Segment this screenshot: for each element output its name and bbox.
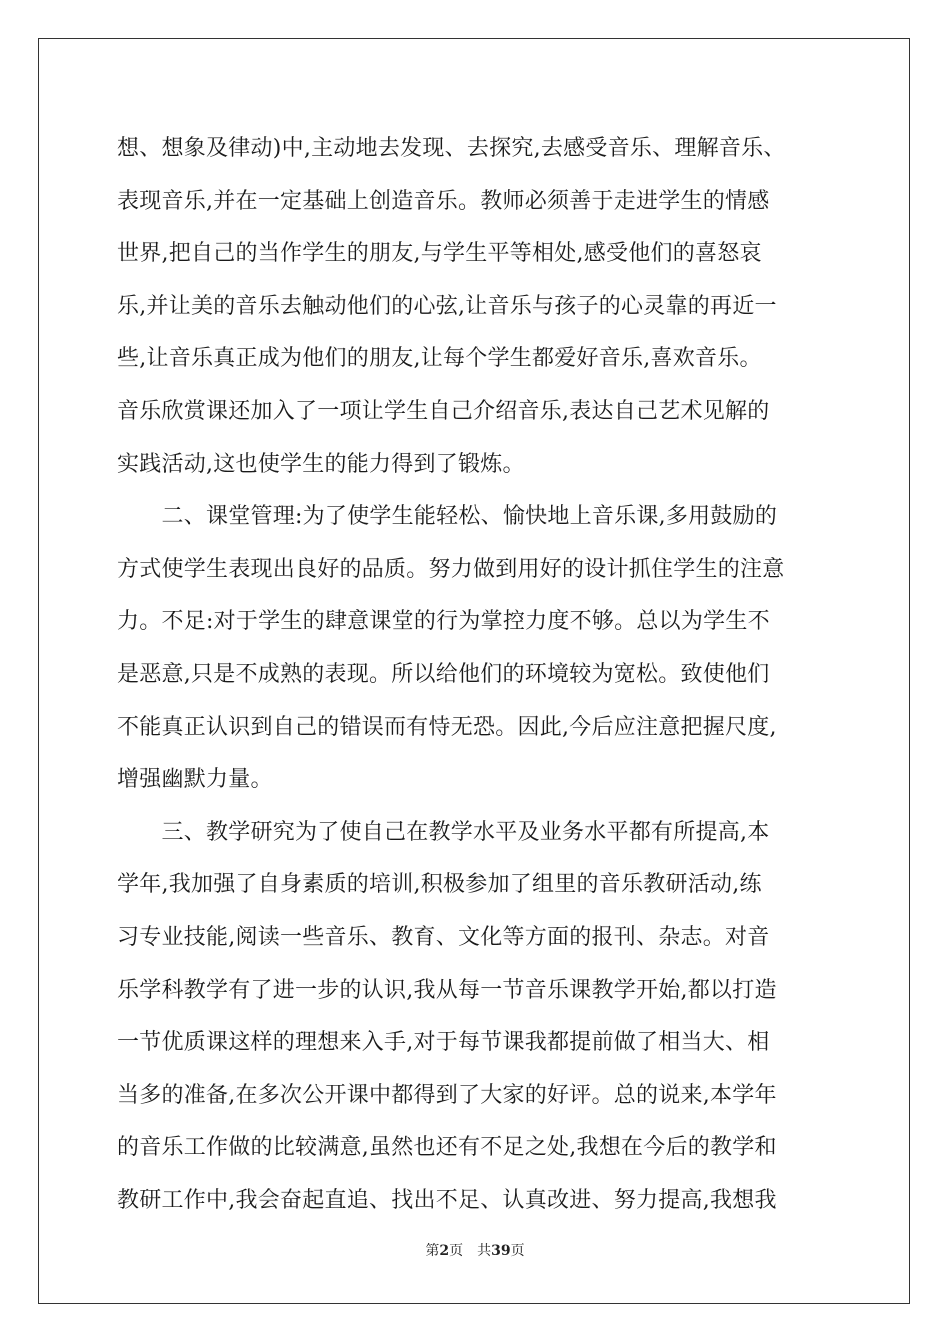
total-prefix: 共 bbox=[477, 1243, 492, 1259]
page-suffix: 页 bbox=[449, 1243, 464, 1259]
text-line: 是恶意,只是不成熟的表现。所以给他们的环境较为宽松。致使他们 bbox=[117, 661, 770, 687]
text-line: 乐学科教学有了进一步的认识,我从每一节音乐课教学开始,都以打造 bbox=[117, 977, 777, 1003]
text-line: 当多的准备,在多次公开课中都得到了大家的好评。总的说来,本学年 bbox=[117, 1082, 777, 1108]
current-page-number: 2 bbox=[439, 1243, 450, 1259]
text-line: 教研工作中,我会奋起直追、找出不足、认真改进、努力提高,我想我 bbox=[117, 1187, 777, 1213]
text-line: 学年,我加强了自身素质的培训,积极参加了组里的音乐教研活动,练 bbox=[117, 872, 762, 898]
text-line: 乐,并让美的音乐去触动他们的心弦,让音乐与孩子的心灵靠的再近一 bbox=[117, 293, 777, 319]
page-footer bbox=[0, 1240, 950, 1260]
text-line: 世界,把自己的当作学生的朋友,与学生平等相处,感受他们的喜怒哀 bbox=[117, 241, 762, 267]
text-line: 方式使学生表现出良好的品质。努力做到用好的设计抓住学生的注意 bbox=[117, 556, 785, 582]
total-page-count: 39 bbox=[491, 1243, 511, 1259]
document-body bbox=[117, 123, 833, 1227]
text-line: 习专业技能,阅读一些音乐、教育、文化等方面的报刊、杂志。对音 bbox=[117, 924, 770, 950]
text-line: 些,让音乐真正成为他们的朋友,让每个学生都爱好音乐,喜欢音乐。 bbox=[117, 346, 762, 372]
text-line: 三、教学研究为了使自己在教学水平及业务水平都有所提高,本 bbox=[117, 819, 770, 845]
text-line: 音乐欣赏课还加入了一项让学生自己介绍音乐,表达自己艺术见解的 bbox=[117, 398, 770, 424]
total-suffix: 页 bbox=[510, 1243, 525, 1259]
text-line: 想、想象及律动)中,主动地去发现、去探究,去感受音乐、理解音乐、 bbox=[117, 136, 786, 161]
text-line: 的音乐工作做的比较满意,虽然也还有不足之处,我想在今后的教学和 bbox=[117, 1135, 777, 1161]
text-line: 不能真正认识到自己的错误而有恃无恐。因此,今后应注意把握尺度, bbox=[117, 714, 777, 740]
text-line: 一节优质课这样的理想来入手,对于每节课我都提前做了相当大、相 bbox=[117, 1030, 770, 1056]
text-line: 力。不足:对于学生的肆意课堂的行为掌控力度不够。总以为学生不 bbox=[117, 609, 770, 635]
page-prefix: 第 bbox=[425, 1243, 440, 1259]
text-line: 二、课堂管理:为了使学生能轻松、愉快地上音乐课,多用鼓励的 bbox=[117, 504, 778, 530]
text-line: 增强幽默力量。 bbox=[117, 767, 273, 793]
text-line: 表现音乐,并在一定基础上创造音乐。教师必须善于走进学生的情感 bbox=[117, 188, 770, 214]
text-line: 实践活动,这也使学生的能力得到了锻炼。 bbox=[117, 451, 525, 477]
